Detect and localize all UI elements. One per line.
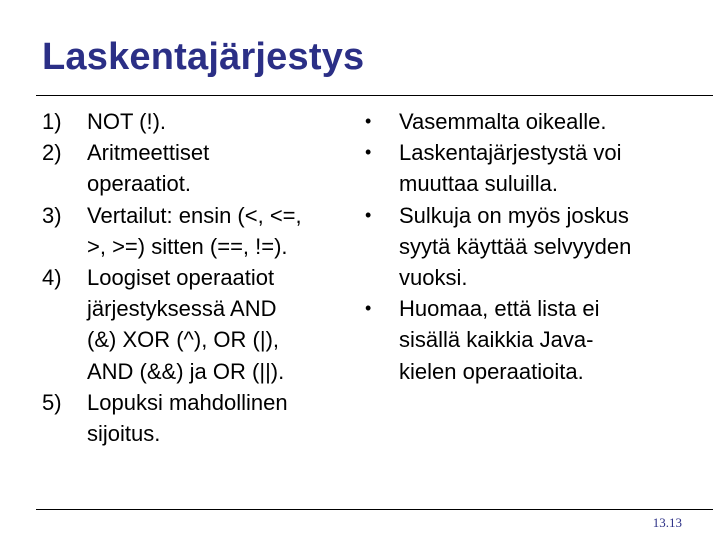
item-number: 2) — [42, 140, 62, 166]
item-text — [87, 387, 362, 449]
item-text — [87, 137, 362, 199]
list-item — [42, 106, 362, 137]
item-line: Lopuksi mahdollinen — [87, 389, 288, 415]
list-item — [42, 200, 362, 262]
item-text — [399, 293, 702, 387]
title-divider — [36, 95, 713, 96]
item-line: Laskentajärjestystä voi — [399, 140, 622, 166]
item-text — [87, 200, 362, 262]
item-number: 1) — [42, 109, 62, 134]
item-text — [399, 137, 702, 199]
item-line: syytä käyttää selvyyden — [399, 233, 632, 259]
item-line: järjestyksessä AND — [87, 296, 277, 322]
bullet-icon: • — [365, 298, 372, 319]
item-line: AND (&&) ja OR (||). — [87, 358, 285, 384]
item-number: 4) — [42, 265, 62, 291]
list-item — [42, 387, 362, 449]
bullet-icon: • — [365, 111, 372, 131]
list-item — [362, 137, 702, 199]
item-line: muuttaa suluilla. — [399, 171, 558, 197]
item-line: NOT (!). — [87, 109, 167, 134]
item-line: Huomaa, että lista ei — [399, 296, 600, 322]
item-line: Vertailut: ensin (<, <=, — [87, 202, 302, 228]
bullet-icon: • — [365, 204, 372, 225]
numbered-list — [42, 106, 362, 449]
item-number: 5) — [42, 389, 62, 415]
page-number: 13.13 — [652, 515, 682, 530]
item-line: Loogiset operaatiot — [87, 265, 275, 291]
list-item — [362, 200, 702, 294]
item-text — [399, 200, 702, 294]
list-item — [362, 293, 702, 387]
item-line: kielen operaatioita. — [399, 358, 584, 384]
list-item — [42, 262, 362, 387]
item-line: (&) XOR (^), OR (|), — [87, 327, 280, 353]
item-line: Vasemmalta oikealle. — [399, 109, 607, 134]
bullet-icon: • — [365, 142, 372, 163]
item-line: sisällä kaikkia Java- — [399, 327, 594, 353]
footer-divider — [36, 509, 713, 510]
slide-title: Laskentajärjestys — [42, 36, 365, 78]
list-item — [362, 106, 702, 137]
item-number: 3) — [42, 202, 62, 228]
item-line: Aritmeettiset — [87, 140, 210, 166]
item-line: >, >=) sitten (==, !=). — [87, 233, 288, 259]
item-text — [87, 106, 362, 137]
list-item — [42, 137, 362, 199]
item-line: vuoksi. — [399, 265, 468, 291]
item-text — [87, 262, 362, 387]
bullet-list — [362, 106, 702, 387]
item-line: operaatiot. — [87, 171, 191, 197]
item-text — [399, 106, 702, 137]
item-line: Sulkuja on myös joskus — [399, 202, 629, 228]
item-line: sijoitus. — [87, 421, 161, 447]
